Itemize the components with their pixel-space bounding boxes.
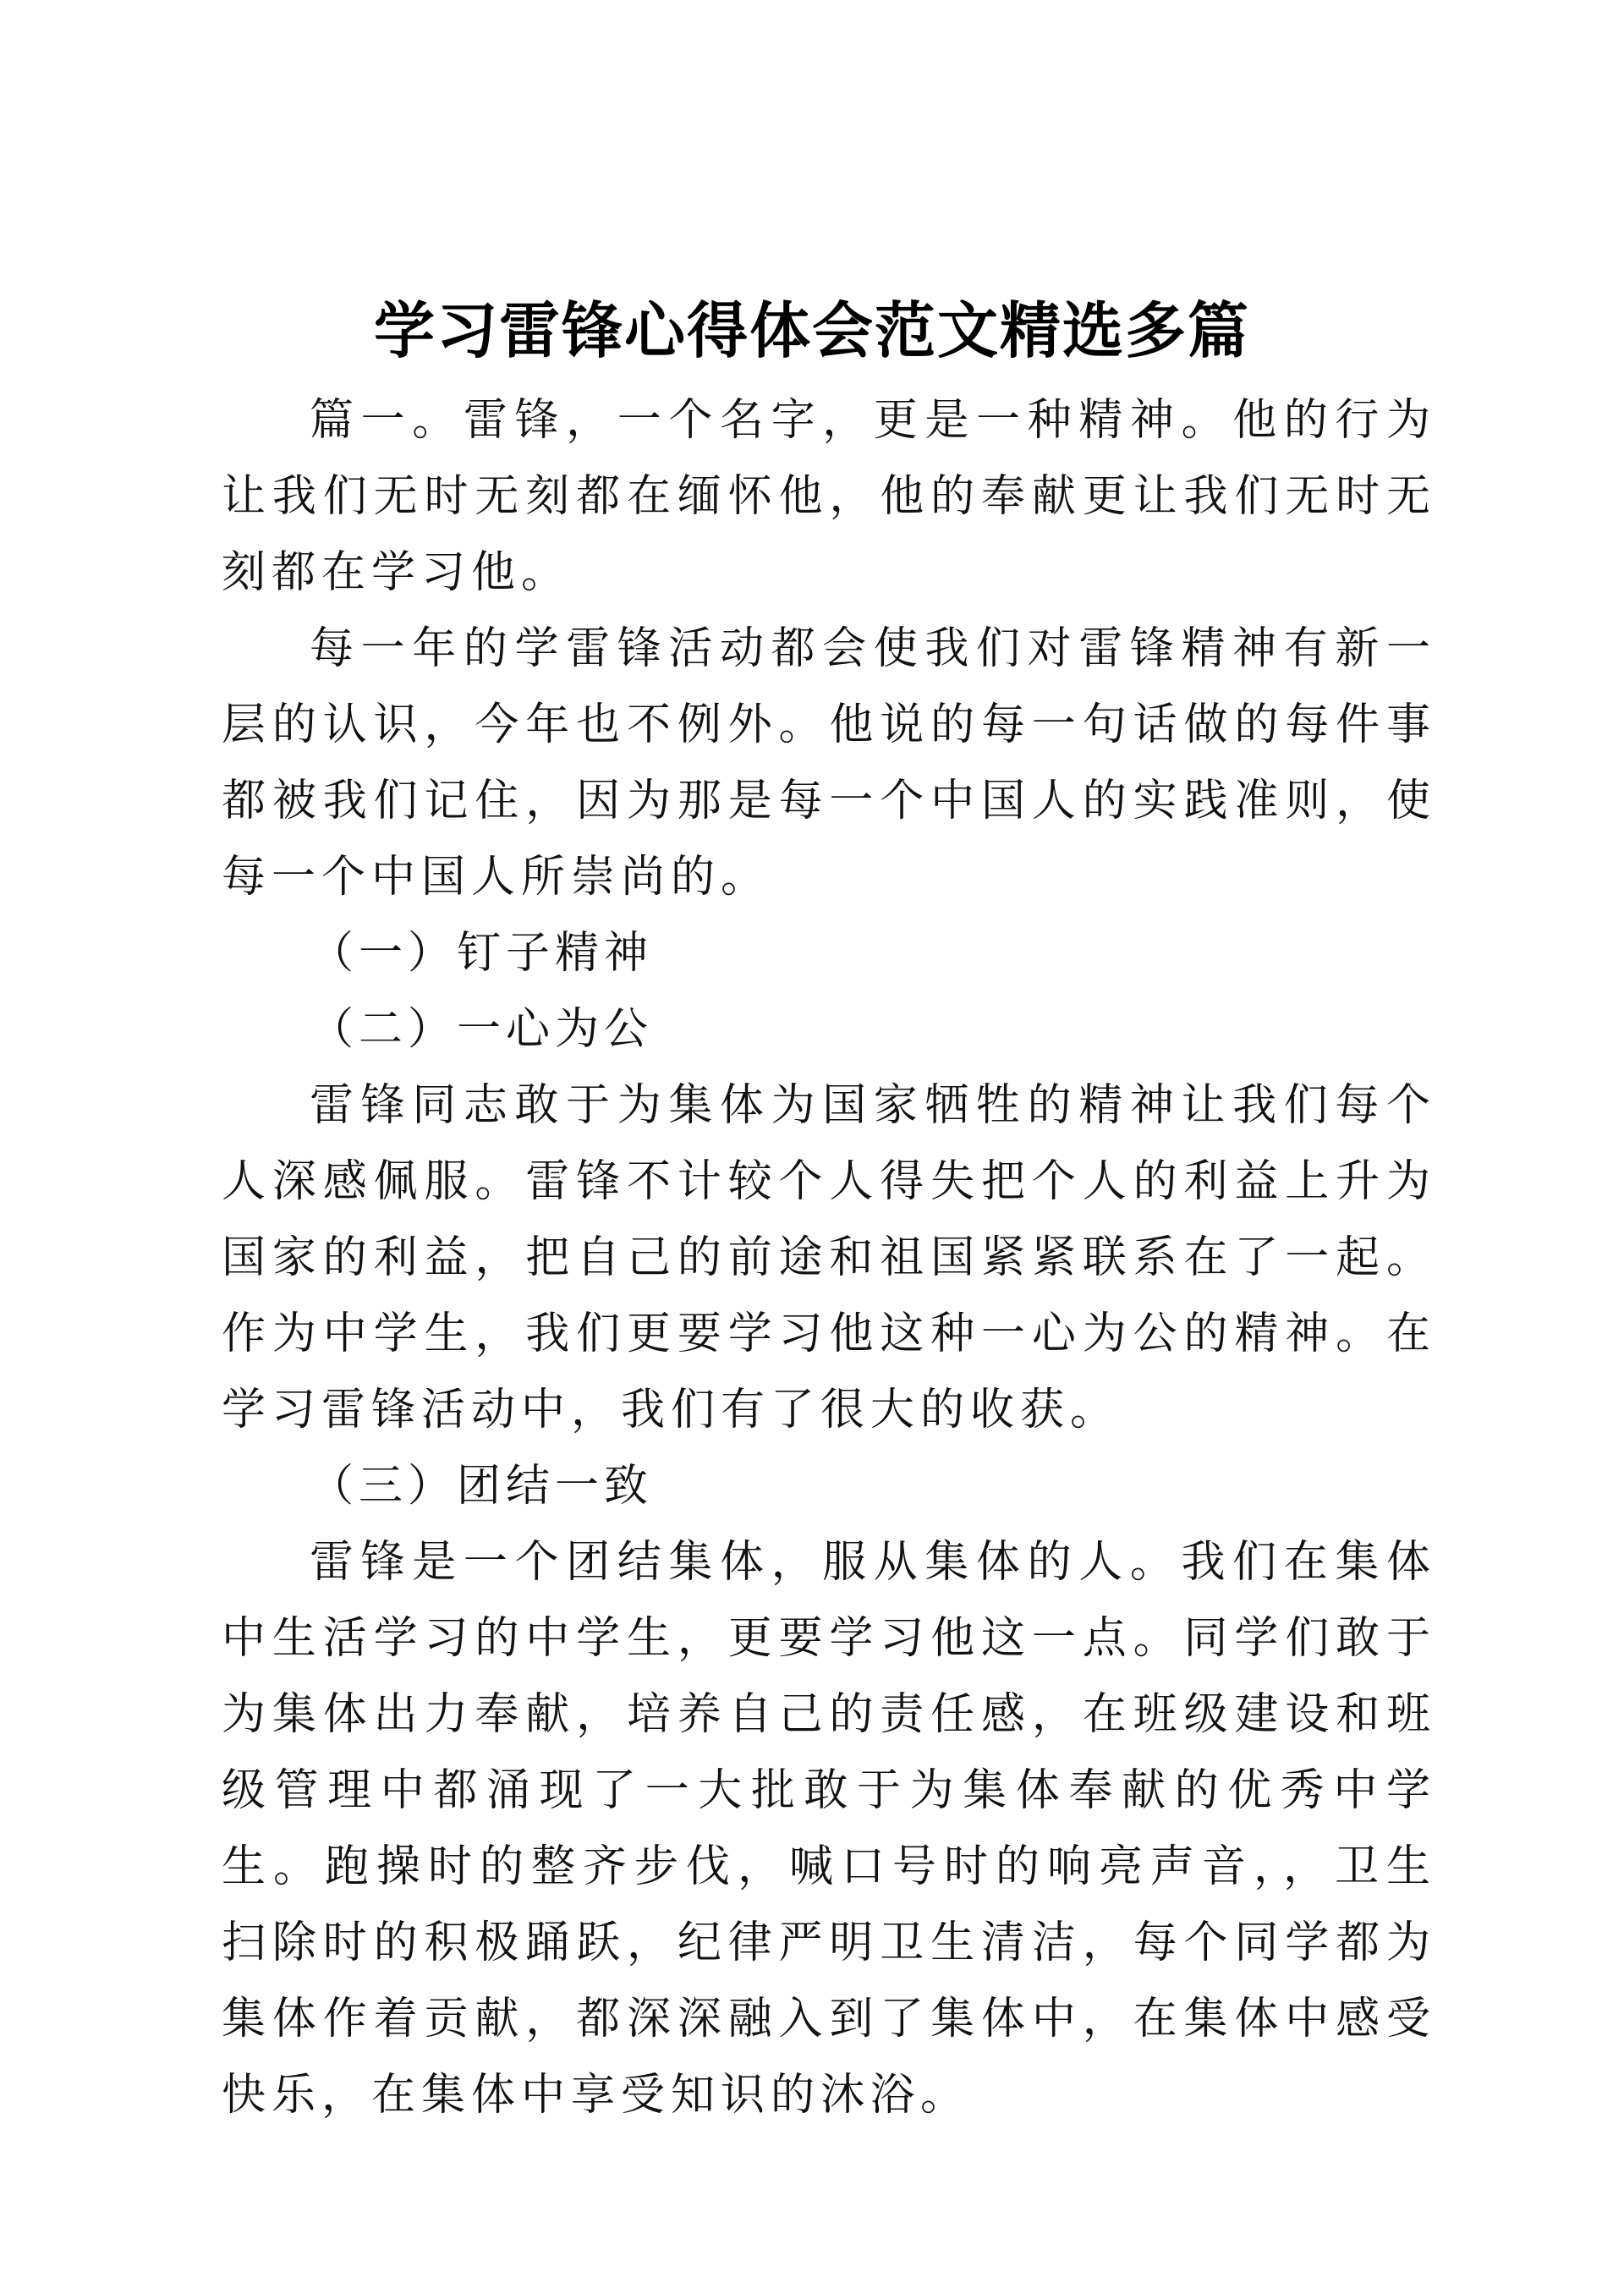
section-heading-selfless: （二）一心为公	[310, 1004, 654, 1055]
paragraph-selfless: 雷锋同志敢于为集体为国家牺牲的精神让我们每个人深感佩服。雷锋不计较个人得失把个人的利益上升为国家的利益，把自己的前途和祖国紧紧联系在了一起。作为中学生，我们更要学习他这种一心为公的精神。在学习雷锋活动中，我们有了很大的收获。	[222, 1080, 1436, 1435]
paragraph-annual-activity: 每一年的学雷锋活动都会使我们对雷锋精神有新一层的认识，今年也不例外。他说的每一句话做的每件事都被我们记住，因为那是每一个中国人的实践准则，使每一个中国人所崇尚的。	[222, 623, 1436, 903]
paragraph-intro: 篇一。雷锋，一个名字，更是一种精神。他的行为让我们无时无刻都在缅怀他，他的奉献更让我们无时无刻都在学习他。	[222, 395, 1436, 598]
document-body	[222, 382, 1436, 2133]
document-title: 学习雷锋心得体会范文精选多篇	[373, 294, 1250, 366]
paragraph-unity: 雷锋是一个团结集体，服从集体的人。我们在集体中生活学习的中学生，更要学习他这一点。同学们敢于为集体出力奉献，培养自己的责任感，在班级建设和班级管理中都涌现了一大批敢于为集体奉献的优秀中学生。跑操时的整齐步伐，喊口号时的响亮声音，，卫生扫除时的积极踊跃，纪律严明卫生清洁，每个同学都为集体作着贡献，都深深融入到了集体中，在集体中感受快乐，在集体中享受知识的沐浴。	[222, 1537, 1436, 2121]
section-heading-unity: （三）团结一致	[310, 1461, 654, 1512]
section-heading-nail-spirit: （一）钉子精神	[310, 928, 654, 979]
